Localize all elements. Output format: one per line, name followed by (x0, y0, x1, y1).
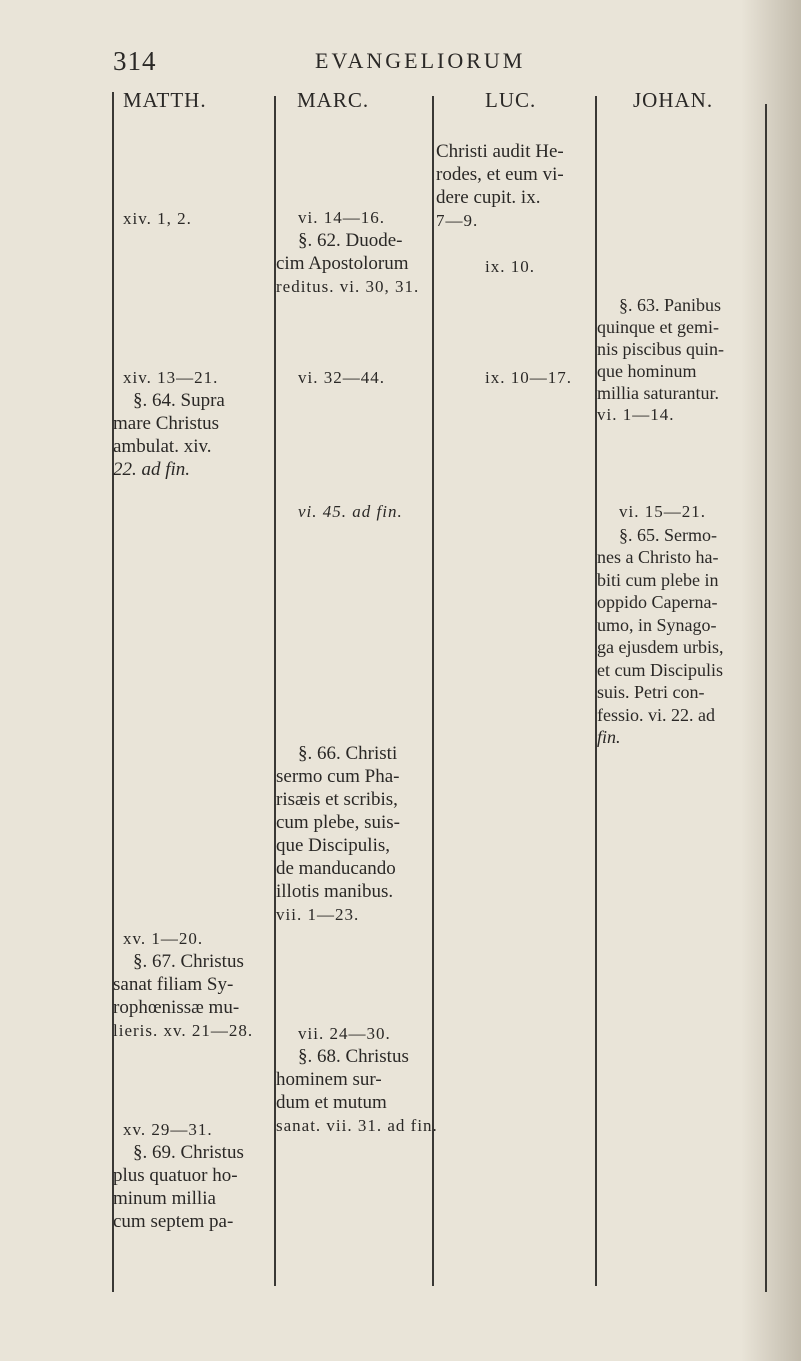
text-line: risæis et scribis, (276, 789, 398, 810)
text-line: suis. Petri con- (597, 682, 705, 702)
text-line: quinque et gemi- (597, 317, 719, 337)
text-line: vi. 1—14. (597, 405, 675, 424)
text-line: vi. 15—21. (619, 502, 706, 521)
text-line: 22. ad fin. (113, 459, 191, 480)
text-line: umo, in Synago- (597, 614, 717, 635)
column-rule-right (765, 104, 767, 1292)
text-line: biti cum plebe in (597, 569, 719, 590)
text-line: dum et mutum (276, 1092, 387, 1113)
text-line: oppido Caperna- (597, 592, 718, 612)
text-line: §. 63. Panibus (619, 295, 722, 315)
marc-block-5 (276, 1022, 438, 1137)
text-line: rophœnissæ mu- (113, 997, 240, 1018)
text-line: Christi audit He- (436, 141, 564, 162)
text-line: reditus. vi. 30, 31. (276, 277, 420, 296)
page-edge-shadow (741, 0, 801, 1361)
text-line: §. 66. Christi (298, 743, 398, 764)
marc-block-3: vi. 45. ad fin. (298, 502, 403, 521)
text-line: dere cupit. ix. (436, 187, 541, 208)
text-line: nes a Christo ha- (597, 547, 719, 567)
text-line: xv. 1—20. (123, 929, 204, 948)
column-rule-left (112, 92, 114, 1292)
text-line: rodes, et eum vi- (436, 164, 564, 185)
text-line: minum millia (113, 1188, 216, 1209)
johan-block-1 (597, 294, 724, 426)
text-line: xv. 29—31. (123, 1120, 213, 1139)
page-header (0, 46, 801, 86)
text-line: et cum Discipulis (597, 659, 723, 680)
text-line: 7—9. (436, 211, 479, 230)
text-line: sanat. vii. 31. ad fin. (276, 1116, 438, 1135)
matth-block-3 (113, 927, 253, 1042)
text-line: cum septem pa- (113, 1211, 234, 1232)
running-title: EVANGELIORUM (315, 48, 526, 73)
johan-block-2 (597, 501, 723, 749)
text-line: ambulat. xiv. (113, 436, 212, 457)
marc-block-4 (276, 742, 400, 926)
text-line: vi. 14—16. (298, 208, 385, 227)
text-line: sermo cum Pha- (276, 766, 400, 787)
text-line: §. 65. Sermo- (619, 524, 717, 545)
text-line: hominem sur- (276, 1069, 382, 1090)
text-line: mare Christus (113, 413, 220, 434)
luc-block-1 (436, 140, 564, 232)
matth-block-1: xiv. 1, 2. (123, 209, 192, 228)
text-line: nis piscibus quin- (597, 339, 725, 359)
text-line: sanat filiam Sy- (113, 974, 234, 995)
column-header-matth: MATTH. (123, 88, 207, 112)
text-line: vii. 24—30. (298, 1024, 391, 1043)
text-line: §. 64. Supra (133, 390, 225, 411)
marc-block-2: vi. 32—44. (298, 368, 385, 387)
text-line: millia saturantur. (597, 383, 719, 403)
page-number: 314 (113, 46, 157, 76)
text-line: §. 68. Christus (298, 1046, 409, 1067)
column-header-johan: JOHAN. (633, 88, 714, 112)
luc-block-3: ix. 10—17. (485, 368, 572, 387)
text-line: §. 62. Duode- (298, 230, 403, 251)
text-line: xiv. 13—21. (123, 368, 219, 387)
column-header-luc: LUC. (485, 88, 537, 112)
text-line: cum plebe, suis- (276, 812, 401, 833)
luc-block-2: ix. 10. (485, 257, 535, 276)
text-line: que Discipulis, (276, 835, 390, 856)
text-line: §. 67. Christus (133, 951, 244, 972)
text-line: fin. (597, 727, 621, 747)
text-line: illotis manibus. (276, 881, 394, 902)
matth-block-4 (113, 1118, 244, 1233)
text-line: ga ejusdem urbis, (597, 637, 724, 657)
text-line: §. 69. Christus (133, 1142, 244, 1163)
text-line: fessio. vi. 22. ad (597, 704, 715, 725)
column-header-marc: MARC. (297, 88, 370, 112)
text-line: vii. 1—23. (276, 905, 360, 924)
text-line: plus quatuor ho- (113, 1165, 238, 1186)
matth-block-2 (113, 366, 225, 481)
text-line: lieris. xv. 21—28. (113, 1021, 254, 1040)
marc-block-1 (276, 206, 419, 298)
text-line: que hominum (597, 361, 697, 381)
text-line: cim Apostolorum (276, 253, 409, 274)
text-line: de manducando (276, 858, 396, 879)
